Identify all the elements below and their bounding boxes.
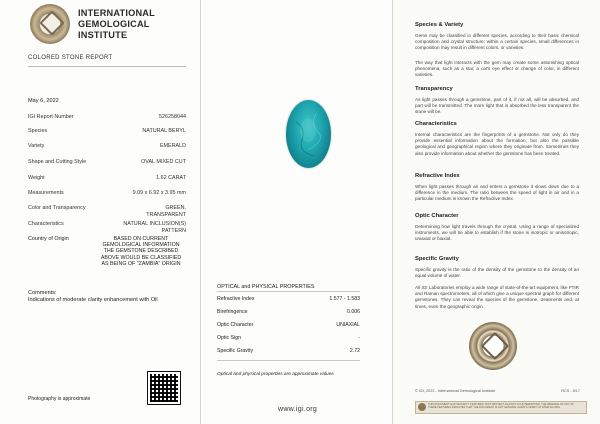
field-value bbox=[123, 221, 186, 234]
field-value-line: TRANSPARENT bbox=[146, 211, 186, 218]
field-label: Species bbox=[28, 128, 48, 134]
divider bbox=[28, 66, 186, 67]
website-link[interactable]: www.igi.org bbox=[278, 406, 318, 413]
section-text: All IGI Laboratories employ a wide range of state-of-the-art equipment, like FTIR and Raman spectrometers, all of which give a unique spectral graph for different gemstones. They can reveal the species of the gemstone, treatments and, at times, even the geographic origin. bbox=[415, 285, 579, 309]
field-label: Variety bbox=[28, 143, 45, 149]
field-value: EMERALD bbox=[159, 143, 186, 149]
optical-label: Optic Character bbox=[217, 322, 254, 328]
optical-properties-title: OPTICAL and PHYSICAL PROPERTIES bbox=[217, 284, 315, 290]
field-label: IGI Report Number bbox=[28, 114, 74, 120]
security-strip bbox=[415, 401, 587, 414]
section-text: When light passes through air and enters a gemstone it slows down due to a difference in the medium. The ratio between the speed of light in air and in a particular medium is known the Refractive Index. bbox=[415, 184, 579, 202]
organization-name bbox=[78, 8, 155, 41]
field-value: OVAL MIXED CUT bbox=[141, 159, 186, 165]
section-title: Optic Character bbox=[415, 213, 459, 219]
org-name-line: INSTITUTE bbox=[78, 30, 128, 40]
field-label: Shape and Cutting Style bbox=[28, 159, 87, 165]
security-strip-text: THIS DOCUMENT HAS SECURITY FEATURES THAT PROTECT AGAINST COUNTERFEITING. THE ABSENCE OF ANY OF THESE FEATURES INDICATES THAT THE DOCUMENT IS NOT GENUINE. ALWAYS VERIFY AT WWW.IGI.ORG bbox=[428, 403, 574, 409]
section-text: The way that light interacts with the gem may create some astonishing optical phenomena, such as a star, a cat's eye effect or change of color, in different varieties. bbox=[415, 60, 579, 78]
gem-panel bbox=[201, 0, 393, 424]
optical-label: Optic Sign bbox=[217, 335, 241, 341]
field-value bbox=[146, 205, 186, 218]
field-value-line: NATURAL INCLUSION(S) bbox=[123, 221, 186, 227]
origin-line: THE GEMSTONE DESCRIBED bbox=[103, 248, 179, 255]
info-panel bbox=[393, 0, 600, 424]
divider bbox=[217, 360, 360, 361]
origin-line: ABOVE WOULD BE CLASSIFIED bbox=[100, 254, 182, 261]
optical-label: Refractive Index bbox=[217, 296, 255, 302]
qr-code[interactable] bbox=[148, 372, 180, 404]
org-name-line: INTERNATIONAL bbox=[78, 8, 155, 18]
optical-value: UNIAXIAL bbox=[336, 322, 360, 328]
optical-value: 2.72 bbox=[349, 348, 360, 354]
section-title: Characteristics bbox=[415, 121, 457, 127]
optical-value: - bbox=[358, 335, 360, 341]
divider bbox=[217, 291, 360, 292]
comments-text: Indications of moderate clarity enhancement with Oil bbox=[28, 297, 158, 303]
comments-label: Comments: bbox=[28, 290, 57, 296]
field-label: Measurements bbox=[28, 190, 64, 196]
section-title: Refractive Index bbox=[415, 173, 460, 179]
section-title: Species & Variety bbox=[415, 22, 464, 28]
field-value: 1.62 CARAT bbox=[156, 175, 186, 181]
report-type-title: COLORED STONE REPORT bbox=[28, 55, 113, 61]
origin-statement bbox=[96, 236, 186, 267]
field-value: NATURAL BERYL bbox=[142, 128, 186, 134]
gem-inclusions bbox=[286, 100, 331, 168]
section-text: Internal characteristics are the fingerprints of a gemstone. Not only do they provide essential information about the formation, but also the possible geological and geographical region where they originate from. Sometimes they also provide information about whether the gemstone has been treated. bbox=[415, 132, 579, 156]
optical-value: 0.006 bbox=[347, 309, 360, 315]
field-value: 9.09 x 6.92 x 3.95 mm bbox=[132, 190, 186, 196]
optical-label: Specific Gravity bbox=[217, 348, 254, 354]
strip-seal-icon bbox=[418, 403, 426, 411]
section-title: Specific Gravity bbox=[415, 256, 459, 262]
report-date: May 6, 2022 bbox=[28, 98, 59, 104]
optical-label: Birefringence bbox=[217, 309, 248, 315]
section-text: Specific gravity is the ratio of the density of the gemstone to the density of an equal volume of water. bbox=[415, 267, 579, 279]
field-label: Weight bbox=[28, 175, 45, 181]
field-label: Characteristics bbox=[28, 221, 64, 227]
origin-line: AS BEING OF "ZAMBIA" ORIGIN bbox=[101, 260, 181, 267]
gemstone-photo bbox=[286, 100, 331, 168]
origin-label: Country of Origin bbox=[28, 236, 69, 242]
section-text: As light passes through a gemstone, part of it, if not all, will be absorbed, and part will be transmitted. The more light that is absorbed the less transparent the stone will be. bbox=[415, 97, 579, 115]
field-value-line: GREEN, bbox=[165, 205, 186, 211]
field-value: 526258044 bbox=[159, 114, 186, 120]
section-text: Determining how light travels through the crystal. Using a range of specialized instruments, we will be able to establish if the stone is isotropic or anisotropic, uniaxial or biaxial. bbox=[415, 224, 579, 242]
document-code: RCS - 6/17 bbox=[561, 389, 580, 393]
photo-note: Photography is approximate bbox=[28, 396, 91, 402]
copyright-text: © IGI, 2022 - International Gemological Institute bbox=[415, 389, 496, 393]
section-title: Transparency bbox=[415, 86, 453, 92]
field-value-line: PATTERN bbox=[161, 227, 186, 234]
org-name-line: GEMOLOGICAL bbox=[78, 19, 150, 29]
report-panel bbox=[0, 0, 201, 424]
section-text: Gems may be classified in different species, according to their basic chemical composition and crystal structure; within a certain species, small differences in composition may result in different colors, or varieties. bbox=[415, 33, 579, 51]
igi-seal-logo bbox=[30, 4, 70, 44]
origin-line: BASED ON CURRENT bbox=[113, 236, 169, 242]
igi-seal-logo bbox=[469, 322, 517, 370]
optical-value: 1.577 - 1.583 bbox=[329, 296, 360, 302]
optical-note: Optical and physical properties are approximate values bbox=[217, 372, 334, 377]
origin-line: GEMOLOGICAL INFORMATION bbox=[102, 242, 180, 249]
field-label: Color and Transparency bbox=[28, 205, 86, 211]
